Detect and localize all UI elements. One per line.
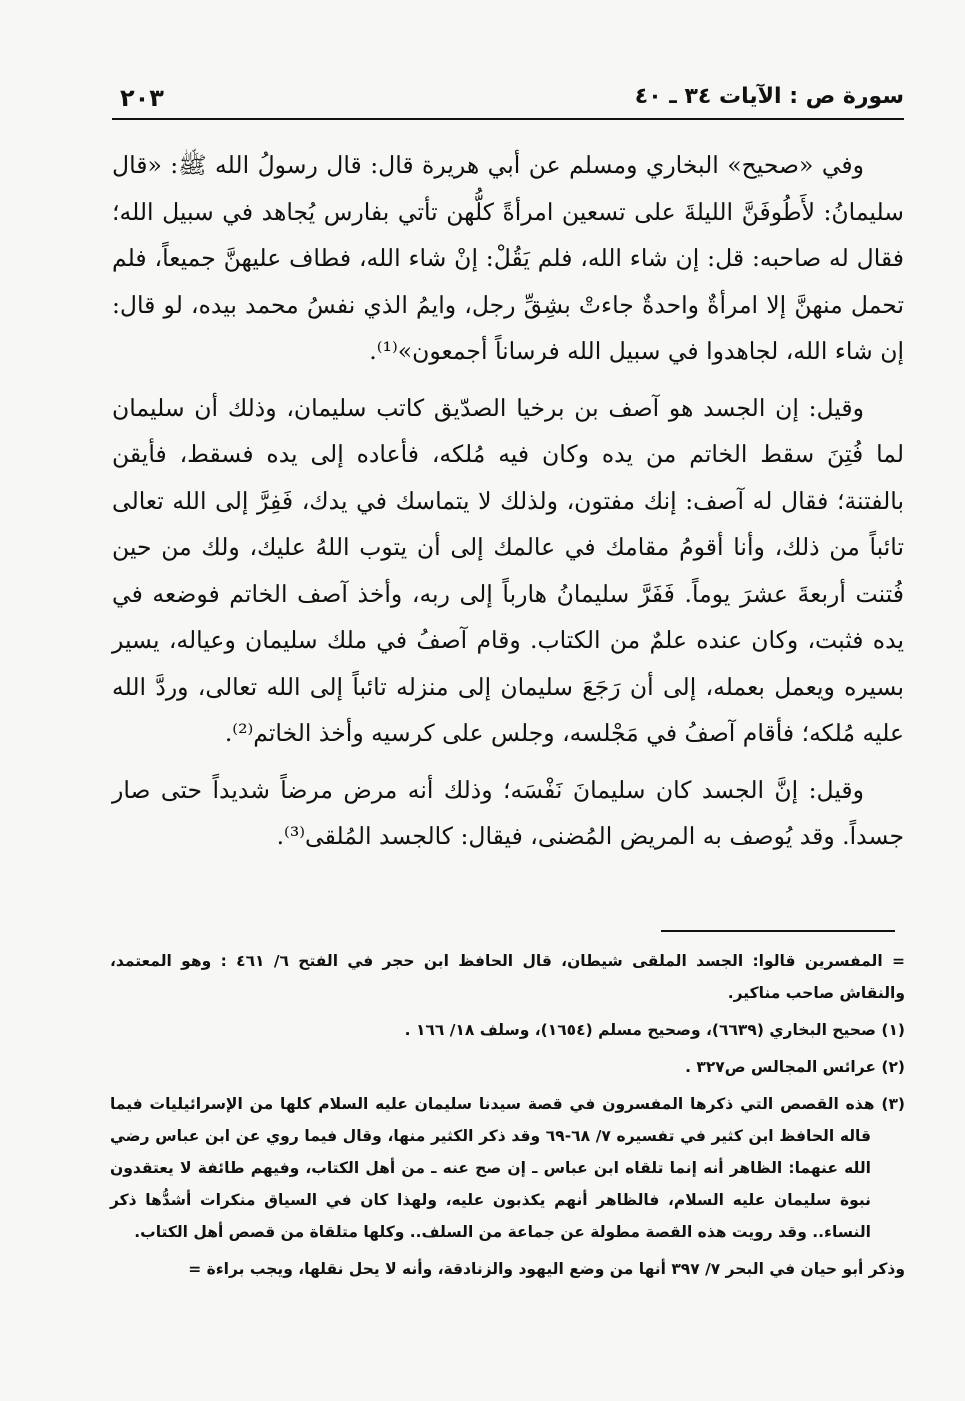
footnotes (110, 945, 905, 1290)
footnote-1: (١) صحيح البخاري (٦٦٣٩)، وصحيح مسلم (١٦٥٤)، وسلف ١٨/ ١٦٦ . (404, 1021, 905, 1039)
footnote-3-continuation: وذكر أبو حيان في البحر ٧/ ٣٩٧ أنها من وضع اليهود والزنادقة، وأنه لا يحل نقلها، ويجب براءة = (188, 1260, 905, 1278)
footnote-3: (٣) هذه القصص التي ذكرها المفسرون في قصة سيدنا سليمان عليه السلام كلها من الإسرائيليات فيما قاله الحافظ ابن كثير في تفسيره ٧/ ٦٨-٦٩ وقد ذكر الكثير منها، وقال فيما روي عن ابن عباس رضي الله عنهما: الظاهر أنه إنما تلقاه ابن عباس ـ إن صح عنه ـ من أهل الكتاب، وفيهم طائفة لا يعتقدون نبوة سليمان عليه السلام، فالظاهر أنهم يكذبون عليه، ولهذا كان في السياق منكرات أشدُّها ذكر النساء.. وقد رويت هذه القصة مطولة عن جماعة من السلف.. وكلها متلقاة من قصص أهل الكتاب. (110, 1095, 905, 1241)
paragraph: وقيل: إن الجسد هو آصف بن برخيا الصدّيق كاتب سليمان، وذلك أن سليمان لما فُتِنَ سقط الخاتم من يده وكان فيه مُلكه، فأعاده إلى يده فسقط، فأيقن بالفتنة؛ فقال له آصف: إنك مفتون، ولذلك لا يتماسك في يدك، فَفِرَّ إلى الله تعالى تائباً من ذلك، وأنا أقومُ مقامك في عالمك إلى أن يتوب اللهُ عليك، ولك من حين فُتنت أربعةَ عشرَ يوماً. فَفَرَّ سليمانُ هارباً إلى ربه، وأخذ آصف الخاتم فوضعه في يده فثبت، وكان عنده علمٌ من الكتاب. وقام آصفُ في ملك سليمان وعياله، يسير بسيره ويعمل بعمله، إلى أن رَجَعَ سليمان إلى منزله تائباً إلى الله تعالى، وردَّ الله عليه مُلكه؛ فأقام آصفُ في مَجْلسه، وجلس على كرسيه وأخذ الخاتم⁽²⁾. (112, 393, 904, 747)
main-text (112, 142, 904, 870)
paragraph: وفي «صحيح» البخاري ومسلم عن أبي هريرة قال: قال رسولُ الله ﷺ: «قال سليمانُ: لأَطُوفَنَّ الليلةَ على تسعين امرأةً كلُّهن تأتي بفارس يُجاهد في سبيل الله؛ فقال له صاحبه: قل: إن شاء الله، فلم يَقُلْ: إنْ شاء الله، فطاف عليهنَّ جميعاً، فلم تحمل منهنَّ إلا امرأةٌ واحدةٌ جاءتْ بشِقِّ رجل، وايمُ الذي نفسُ محمد بيده، لو قال: إن شاء الله، لجاهدوا في سبيل الله فرساناً أجمعون»⁽¹⁾. (112, 151, 904, 365)
footnote-continuation: = المفسرين قالوا: الجسد الملقى شيطان، قال الحافظ ابن حجر في الفتح ٦/ ٤٦١ : وهو المعتمد، والنقاش صاحب مناكير. (110, 952, 905, 1002)
page-number: ٢٠٣ (120, 84, 164, 112)
paragraph: وقيل: إنَّ الجسد كان سليمانَ نَفْسَه؛ وذلك أنه مرض مرضاً شديداً حتى صار جسداً. وقد يُوصف به المريض المُضنى، فيقال: كالجسد المُلقى⁽³⁾. (112, 775, 904, 850)
surah-title: سورة ص : الآيات ٣٤ ـ ٤٠ (634, 84, 904, 109)
running-header (112, 78, 904, 120)
footnote-divider (661, 930, 895, 932)
footnote-2: (٢) عرائس المجالس ص٣٢٧ . (685, 1058, 905, 1076)
